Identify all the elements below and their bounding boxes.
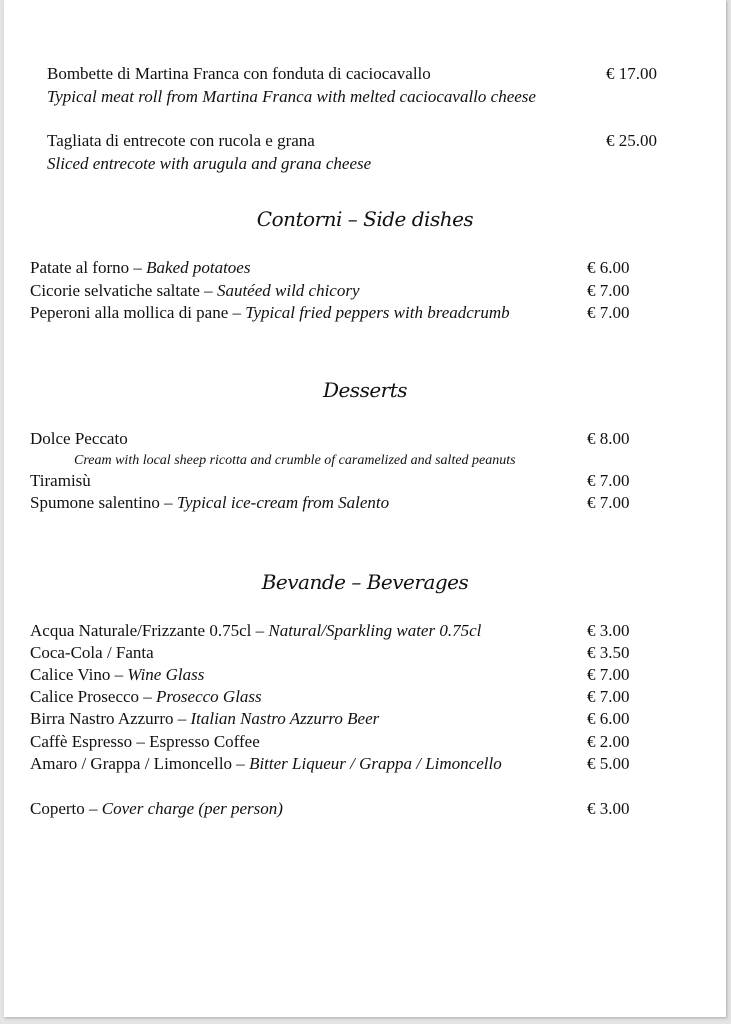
menu-item-price: € 5.00 (587, 754, 630, 773)
menu-item-price: € 7.00 (587, 665, 630, 684)
item-description: Typical fried peppers with breadcrumb (245, 303, 510, 322)
menu-item (30, 621, 481, 641)
menu-item-price: € 2.00 (587, 732, 630, 751)
section-heading-contorni: Contorni – Side dishes (256, 207, 474, 231)
item-description: Cover charge (per person) (101, 799, 283, 818)
item-name: Cicorie selvatiche saltate – (30, 281, 217, 300)
item-name: Coperto – (30, 799, 102, 818)
menu-item (30, 687, 262, 707)
cover-charge-price: € 3.00 (587, 799, 630, 818)
menu-item-price: € 7.00 (587, 687, 630, 706)
menu-item-description: Sliced entrecote with arugula and grana cheese (47, 154, 372, 173)
item-description: Natural/Sparkling water 0.75cl (268, 621, 482, 640)
menu-item (30, 493, 389, 513)
item-name: Calice Prosecco – (30, 687, 157, 706)
menu-item-price: € 7.00 (587, 303, 630, 322)
item-description: Typical ice-cream from Salento (176, 493, 390, 512)
menu-item-price: € 7.00 (587, 493, 630, 512)
menu-item-name: Coca-Cola / Fanta (30, 643, 154, 662)
menu-item-description: Cream with local sheep ricotta and crumble of caramelized and salted peanuts (74, 453, 516, 468)
section-heading-desserts: Desserts (322, 378, 408, 402)
menu-item-name: Bombette di Martina Franca con fonduta di caciocavallo (47, 64, 431, 83)
menu-item-price: € 3.50 (587, 643, 630, 662)
menu-item-price: € 8.00 (587, 429, 630, 448)
item-name: Peperoni alla mollica di pane – (30, 303, 246, 322)
item-name: Patate al forno – (30, 258, 147, 277)
item-name: Spumone salentino – (30, 493, 177, 512)
item-description: Sautéed wild chicory (216, 281, 360, 300)
menu-item-name: Dolce Peccato (30, 429, 128, 448)
menu-item-name: Tiramisù (30, 471, 91, 490)
menu-item-price: € 3.00 (587, 621, 630, 640)
item-description: Wine Glass (127, 665, 205, 684)
item-name: Amaro / Grappa / Limoncello – (30, 754, 250, 773)
menu-item (30, 303, 510, 323)
menu-item (30, 709, 379, 729)
item-description: Prosecco Glass (156, 687, 262, 706)
menu-item-price: € 7.00 (587, 471, 630, 490)
menu-item-price: € 17.00 (606, 64, 657, 83)
menu-item-description: Typical meat roll from Martina Franca with melted caciocavallo cheese (47, 87, 536, 106)
section-heading-bevande: Bevande – Beverages (261, 570, 469, 594)
menu-item (30, 258, 250, 278)
menu-item-name: Caffè Espresso – Espresso Coffee (30, 732, 260, 751)
menu-page (4, 0, 726, 1017)
menu-item-price: € 6.00 (587, 258, 630, 277)
cover-charge (30, 799, 283, 819)
menu-item (30, 754, 502, 774)
item-name: Birra Nastro Azzurro – (30, 709, 191, 728)
menu-item-price: € 6.00 (587, 709, 630, 728)
item-description: Italian Nastro Azzurro Beer (190, 709, 380, 728)
menu-item-name: Tagliata di entrecote con rucola e grana (47, 131, 315, 150)
item-description: Baked potatoes (146, 258, 251, 277)
menu-item (30, 281, 360, 301)
item-name: Acqua Naturale/Frizzante 0.75cl – (30, 621, 269, 640)
item-name: Calice Vino – (30, 665, 128, 684)
menu-item-price: € 25.00 (606, 131, 657, 150)
menu-item (30, 665, 204, 685)
menu-item-price: € 7.00 (587, 281, 630, 300)
item-description: Bitter Liqueur / Grappa / Limoncello (249, 754, 502, 773)
